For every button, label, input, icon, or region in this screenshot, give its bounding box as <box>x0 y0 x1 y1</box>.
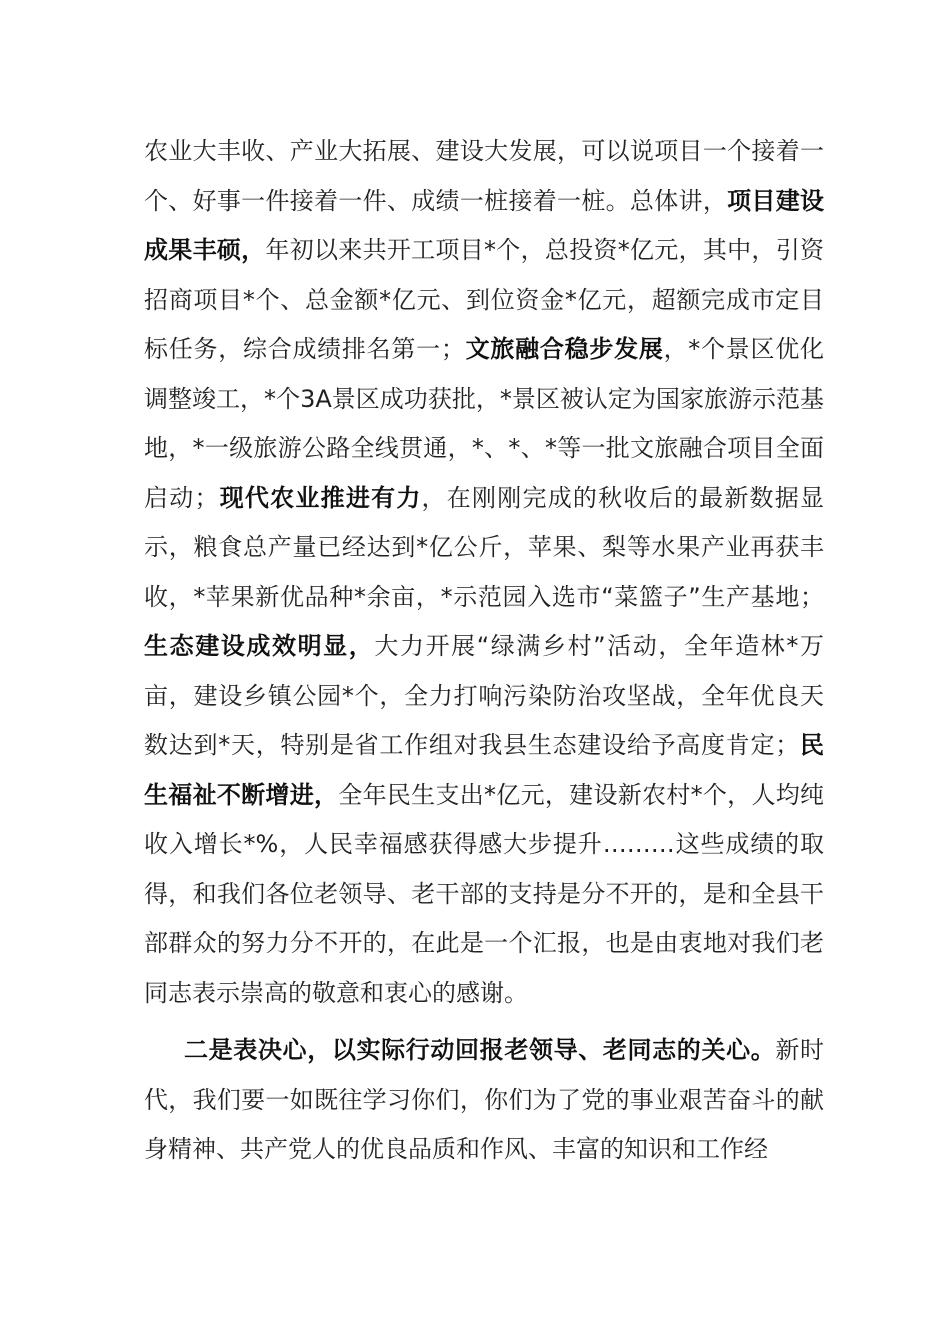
text-run: ，*个景区优化调整竣工，*个3A景区成功获批，*景区被认定为国家旅游示范基地，*一级旅游公路全线贯通，*、*、*等一批文旅融合项目全面启动； <box>144 335 825 512</box>
text-run: 大力开展“绿满乡村”活动，全年造林*万亩，建设乡镇公园*个，全力打响污染防治攻坚战，全年优良天数达到*天，特别是省工作组对我县生态建设给予高度肯定； <box>144 632 824 759</box>
paragraph-determination <box>144 1026 824 1175</box>
bold-heading-livelihood: 民生福祉不断增进， <box>144 731 825 809</box>
bold-heading-project-construction: 项目建设成果丰硕， <box>144 186 824 264</box>
text-run: 农业大丰收、产业大拓展、建设大发展，可以说项目一个接着一个、好事一件接着一件、成绩一桩接着一桩。总体讲， <box>144 137 824 215</box>
bold-heading-modern-agriculture: 现代农业推进有力 <box>218 483 422 512</box>
paragraph-achievements <box>144 127 824 1018</box>
bold-heading-ecology: 生态建设成效明显， <box>144 632 375 660</box>
bold-heading-culture-tourism: 文旅融合稳步发展 <box>464 335 664 363</box>
text-run: 全年民生支出*亿元，建设新农村*个，人均纯收入增长*%，人民幸福感获得感大步提升………这些成绩的取得，和我们各位老领导、老干部的支持是分不开的，是和全县干部群众的努力分不开的，在此是一个汇报，也是由衷地对我们老同志表示崇高的敬意和衷心的感谢。 <box>144 780 825 1007</box>
text-run: ，在刚刚完成的秋收后的最新数据显示，粮食总产量已经达到*亿公斤，苹果、梨等水果产业再获丰收，*苹果新优品种*余亩，*示范园入选市“菜篮子”生产基地； <box>144 483 825 611</box>
bold-heading-determination: 二是表决心，以实际行动回报老领导、老同志的关心。 <box>184 1036 776 1064</box>
text-run: 年初以来共开工项目*个，总投资*亿元，其中，引资招商项目*个、总金额*亿元、到位资金*亿元，超额完成市定目标任务，综合成绩排名第一； <box>144 236 825 363</box>
document-body <box>144 127 824 1175</box>
text-run: 新时代，我们要一如既往学习你们，你们为了党的事业艰苦奋斗的献身精神、共产党人的优良品质和作风、丰富的知识和工作经 <box>144 1036 824 1163</box>
